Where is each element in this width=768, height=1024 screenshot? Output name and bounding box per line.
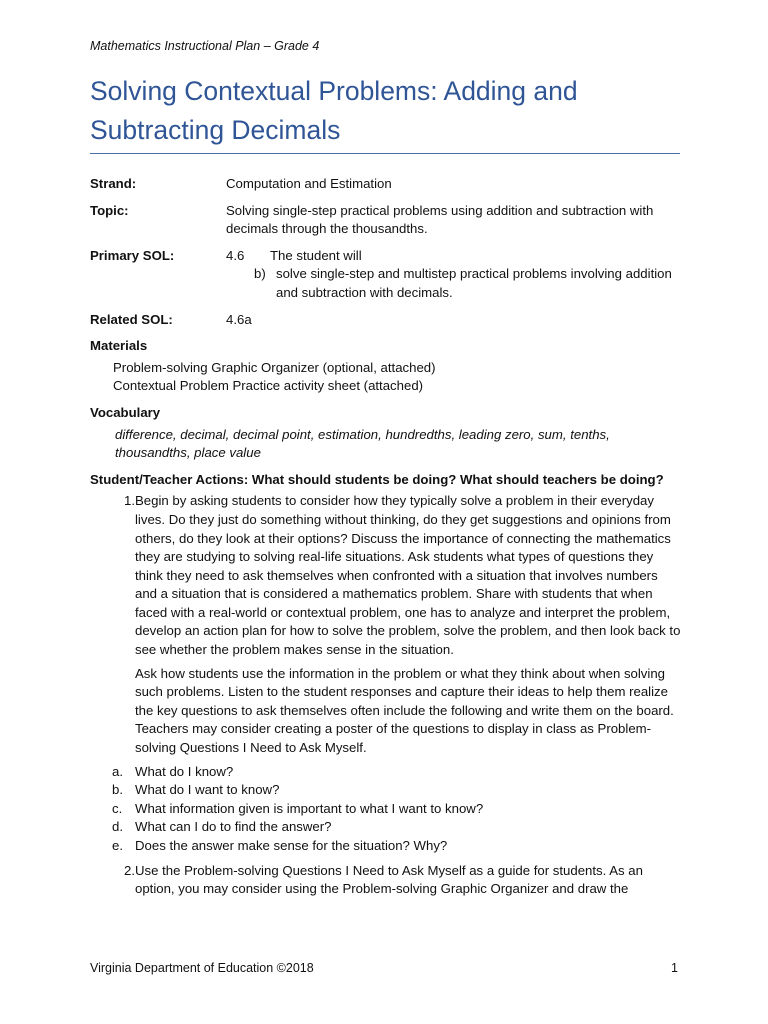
primary-sol-sub-text: solve single-step and multistep practical problems involving addition and subtraction with decimals. [276, 266, 672, 300]
strand-row [90, 175, 682, 194]
actions-heading: Student/Teacher Actions: What should students be doing? What should teachers be doing? [90, 471, 664, 487]
action-item-body [135, 862, 682, 904]
question-marker: e. [112, 838, 123, 853]
page-title: Solving Contextual Problems: Adding and Subtracting Decimals [90, 76, 578, 145]
materials-item: Problem-solving Graphic Organizer (optional, attached) [113, 359, 436, 375]
topic-row [90, 202, 682, 239]
question-item [90, 818, 682, 837]
related-sol-label: Related SOL: [90, 311, 173, 327]
question-marker: b. [112, 782, 123, 798]
topic-label: Topic: [90, 202, 129, 218]
action-item-number: 1. [124, 493, 135, 509]
strand-label: Strand: [90, 176, 137, 191]
related-sol-value: 4.6a [226, 311, 252, 327]
actions-list [90, 492, 682, 903]
question-text: What information given is important to what I want to know? [135, 800, 484, 816]
question-item [90, 763, 682, 782]
question-text: Does the answer make sense for the situation? Why? [135, 838, 448, 853]
question-item [90, 800, 682, 819]
question-text: What do I know? [135, 763, 234, 779]
action-item-1 [90, 492, 682, 762]
page-footer [90, 961, 680, 975]
materials-list [90, 359, 682, 396]
action-item-paragraph: Ask how students use the information in the problem or what they think about when solving such problems. Listen to the student responses and capture their ideas to help them realize the key questions to ask themselves often include the following and write them on the board. Teachers may consider creating a poster of the questions to display in class as Problem-solving Questions I Need to Ask Myself. [135, 665, 674, 756]
action-item-body [135, 492, 682, 762]
related-sol-row [90, 311, 682, 330]
topic-value: Solving single-step practical problems using addition and subtraction with decimals through the thousandths. [226, 202, 654, 237]
document-body [90, 175, 682, 904]
title-divider [90, 153, 680, 154]
primary-sol-text: The student will [270, 247, 362, 263]
questions-list [90, 763, 682, 856]
running-header: Mathematics Instructional Plan – Grade 4 [90, 39, 320, 53]
primary-sol-subitem [226, 265, 682, 302]
question-marker: c. [112, 800, 123, 816]
primary-sol-label: Primary SOL: [90, 247, 175, 263]
primary-sol-value [226, 247, 682, 303]
question-item [90, 781, 682, 800]
vocabulary-text: difference, decimal, decimal point, estimation, hundredths, leading zero, sum, tenths, thousandths, place value [115, 426, 610, 461]
question-text: What do I want to know? [135, 782, 280, 798]
question-marker: a. [112, 763, 123, 779]
action-item-2 [90, 862, 682, 904]
strand-value: Computation and Estimation [226, 176, 392, 191]
primary-sol-sub-marker: b) [254, 266, 266, 282]
materials-heading: Materials [90, 338, 148, 354]
question-text: What can I do to find the answer? [135, 819, 332, 835]
vocabulary-heading: Vocabulary [90, 404, 161, 420]
action-item-paragraph: Use the Problem-solving Questions I Need to Ask Myself as a guide for students. As an option, you may consider using the Problem-solving Graphic Organizer and draw the [135, 862, 643, 897]
action-item-paragraph: Begin by asking students to consider how they typically solve a problem in their everyday lives. Do they just do something without thinking, do they get suggestions and opinions from others, do they look at their options? Discuss the importance of connecting the mathematics they are studying to solving real-life situations. Ask students what types of questions they think they need to ask themselves when confronted with a situation that involves numbers and a situation that is considered a mathematics problem. Share with students that when faced with a real-world or contextual problem, one has to analyze and interpret the problem, develop an action plan for how to solve the problem, solve the problem, and then look back to see whether the problem makes sense in the situation. [135, 493, 681, 658]
question-marker: d. [112, 819, 123, 835]
materials-item: Contextual Problem Practice activity sheet (attached) [113, 378, 424, 394]
action-item-number: 2. [124, 862, 135, 878]
primary-sol-row [90, 247, 682, 303]
footer-publisher: Virginia Department of Education ©2018 [90, 961, 314, 975]
primary-sol-number: 4.6 [226, 247, 245, 263]
question-item [90, 837, 682, 856]
page-number: 1 [671, 961, 678, 975]
